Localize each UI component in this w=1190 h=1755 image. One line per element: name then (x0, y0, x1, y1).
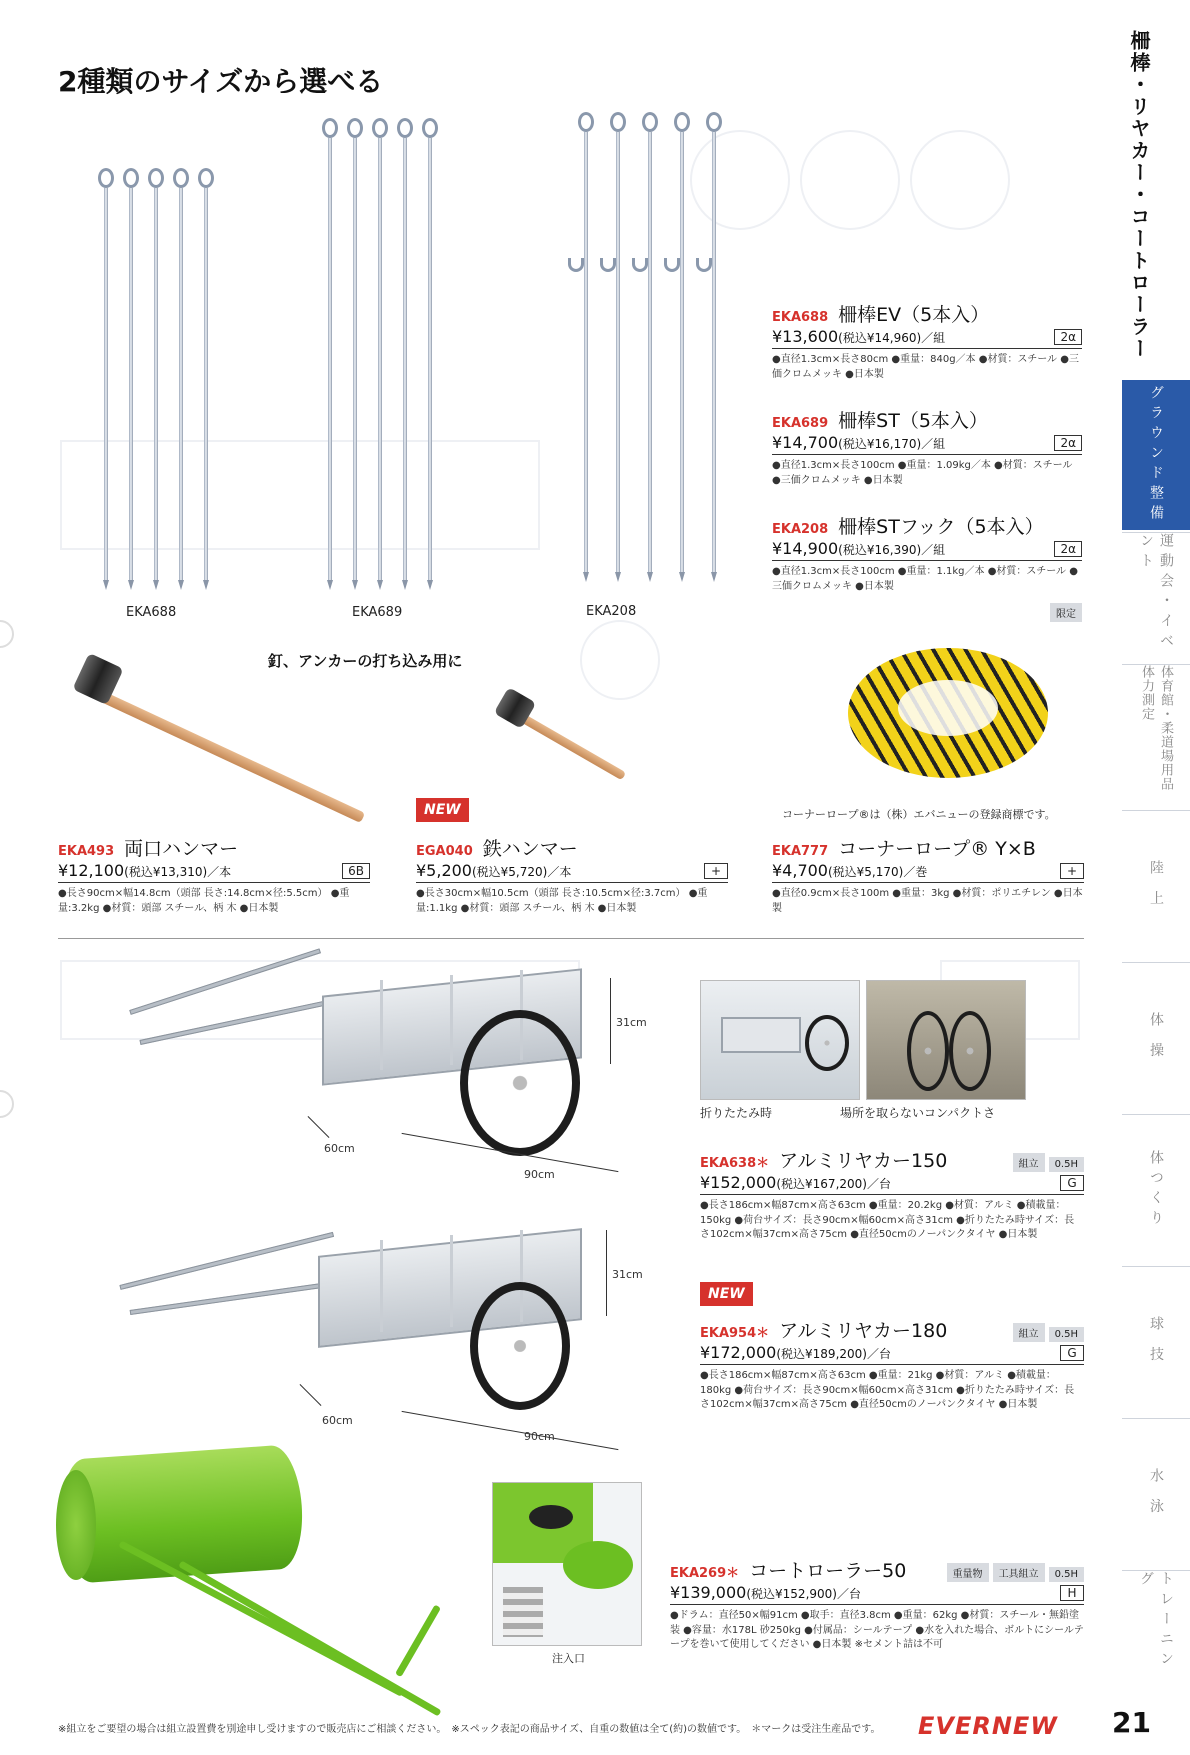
stake-hook (696, 258, 712, 272)
shipping-badge: H (1060, 1585, 1084, 1601)
product-spec: ●長さ186cm×幅87cm×高さ63cm ●重量：21kg ●材質：アルミ ●積載量：180kg ●荷台サイズ：長さ90cm×幅60cm×高さ31cm ●折りたたみ時サイズ：長さ102cm×幅37cm×高さ75cm ●直径50cmのノーパンクタイヤ ●日本製 (700, 1370, 1075, 1410)
height-dimension: 31cm (612, 1268, 643, 1281)
shipping-badge: G (1060, 1345, 1084, 1361)
stake-hook (568, 258, 584, 272)
product-tax: (税込¥167,200)／台 (776, 1177, 891, 1191)
stake-rod (648, 132, 652, 572)
stake-rod (616, 132, 620, 572)
shipping-badge: 2α (1054, 435, 1082, 451)
photo-caption: 注入口 (552, 1652, 585, 1665)
compact-storage-photo (866, 980, 1026, 1100)
width-dimension: 90cm (524, 1168, 555, 1181)
cart-wheel (907, 1011, 949, 1091)
product-price: ¥14,900 (772, 539, 839, 558)
stake-eye (123, 168, 139, 188)
cart-wheel (949, 1011, 991, 1091)
product-name: コーナーロープ® Y×B (838, 838, 1036, 860)
stake-eye (173, 168, 189, 188)
product-code: EKA493 (58, 844, 115, 859)
made-to-order-mark: ＊ (756, 1156, 770, 1171)
folded-cart-photo (700, 980, 860, 1100)
inlet-hole (529, 1505, 573, 1529)
tab-swimming[interactable]: 水 泳 (1122, 1418, 1190, 1568)
stake-rod (680, 132, 684, 572)
tab-athletic-meet[interactable]: 運動会・イベント (1122, 532, 1190, 662)
new-badge: NEW (700, 1282, 753, 1306)
section-title: 柵棒・リヤカー・コートローラー (1127, 30, 1151, 360)
stake-eye (610, 112, 626, 132)
product-tax: (税込¥5,170)／巻 (827, 865, 928, 879)
cart-rib (380, 980, 383, 1070)
product-tax: (税込¥152,900)／台 (746, 1587, 861, 1601)
tool-assembly-chip: 工具組立 (993, 1563, 1045, 1582)
product-eka689 (772, 406, 1082, 488)
roller-handle-bar (178, 1560, 441, 1716)
stake-eye (422, 118, 438, 138)
inlet-photo (492, 1482, 642, 1646)
product-price: ¥139,000 (670, 1583, 747, 1602)
product-price: ¥172,000 (700, 1343, 777, 1362)
shipping-badge: G (1060, 1175, 1084, 1191)
product-name: 柵棒EV（5本入） (838, 304, 990, 326)
stake-rod (403, 138, 407, 580)
ghost-circle (910, 130, 1010, 230)
cart-rib (380, 1240, 383, 1332)
stake-rod (129, 188, 133, 580)
stake-eye (347, 118, 363, 138)
inlet-cap (563, 1541, 633, 1589)
stake-rod (353, 138, 357, 580)
ghost-circle (800, 130, 900, 230)
cart-wheel (805, 1015, 849, 1071)
product-spec: ●ドラム：直径50×幅91cm ●取手：直径3.8cm ●重量：62kg ●材質：スチール・無鉛塗装 ●容量：水178L 砂250kg ●付属品：シールテープ ●水を入れた場合、ボルトにシールテープを巻いて使用してください ●日本製 ※セメント詰は不可 (670, 1610, 1084, 1650)
tab-ground-maintenance[interactable]: グラウンド整備 (1122, 380, 1190, 530)
product-spec: ●長さ90cm×幅14.8cm（頭部 長さ:14.8cm×径:5.5cm） ●重量:3.2kg ●材質：頭部 スチール、柄 木 ●日本製 (58, 888, 350, 914)
stake-hook (664, 258, 680, 272)
rope-core (898, 680, 998, 736)
stake-eye (198, 168, 214, 188)
page-number: 21 (1112, 1706, 1151, 1739)
brand-logo: EVERNEW (918, 1712, 1058, 1740)
stake-caption: EKA689 (352, 605, 403, 620)
made-to-order-mark: ＊ (726, 1566, 740, 1581)
roller-grip (395, 1604, 441, 1677)
tab-body-training[interactable]: 体つくり (1122, 1114, 1190, 1264)
photo-caption: 折りたたみ時 (700, 1106, 773, 1120)
stake-rod (712, 132, 716, 572)
roller-end-cap (56, 1470, 96, 1580)
tab-training[interactable]: トレーニング (1122, 1570, 1190, 1680)
product-code: EKA689 (772, 416, 829, 431)
stake-rod (104, 188, 108, 580)
cart-rib (450, 1235, 453, 1327)
product-price: ¥5,200 (416, 861, 472, 880)
depth-dimension: 60cm (324, 1142, 355, 1155)
depth-dimension: 60cm (322, 1414, 353, 1427)
heavy-chip: 重量物 (947, 1563, 989, 1582)
product-name: アルミリヤカー180 (779, 1320, 948, 1342)
product-code: EKA638 (700, 1156, 757, 1171)
shipping-badge: 2α (1054, 329, 1082, 345)
cart-handle-rail (130, 1281, 339, 1315)
tab-gymnastics[interactable]: 体 操 (1122, 962, 1190, 1112)
limited-tag: 限定 (1050, 603, 1082, 622)
product-price: ¥13,600 (772, 327, 839, 346)
product-name: アルミリヤカー150 (779, 1150, 948, 1172)
product-eka954 (700, 1316, 1084, 1413)
footer-note: ※組立をご要望の場合は組立設置費を別途申し受けますので販売店にご相談ください。 ※スペック表記の商品サイズ、自重の数値は全て(約)の数値です。 ＊マークは受注生産品です。 (58, 1724, 881, 1735)
product-tax: (税込¥16,170)／組 (838, 437, 946, 451)
product-code: EKA777 (772, 844, 829, 859)
product-name: コートローラー50 (749, 1560, 907, 1582)
tab-track[interactable]: 陸 上 (1122, 810, 1190, 960)
dimension-line (606, 1230, 607, 1316)
stake-rod (328, 138, 332, 580)
size-chip: 0.5H (1049, 1567, 1084, 1582)
stake-caption: EKA688 (126, 605, 177, 620)
stake-rod (154, 188, 158, 580)
stake-eye (98, 168, 114, 188)
cart-handle-rail (139, 998, 336, 1044)
section-divider (58, 938, 1084, 939)
product-tax: (税込¥13,310)／本 (124, 865, 232, 879)
product-spec: ●直径1.3cm×長さ100cm ●重量：1.09kg／本 ●材質：スチール ●三価クロムメッキ ●日本製 (772, 460, 1073, 486)
product-eka777 (772, 834, 1084, 916)
shipping-badge: + (1060, 863, 1084, 879)
stake-eye (674, 112, 690, 132)
dimension-line (300, 1384, 322, 1406)
stake-rod (204, 188, 208, 580)
binder-hole (0, 620, 14, 648)
photo-caption: 場所を取らないコンパクトさ (840, 1106, 996, 1120)
product-tax: (税込¥189,200)／台 (776, 1347, 891, 1361)
product-price: ¥12,100 (58, 861, 125, 880)
height-dimension: 31cm (616, 1016, 647, 1029)
tab-gym-judo[interactable]: 体育館・柔道場用品 体力測定 (1122, 664, 1190, 808)
product-eka688 (772, 300, 1082, 382)
product-tax: (税込¥14,960)／組 (838, 331, 946, 345)
stake-rod (378, 138, 382, 580)
stake-caption: EKA208 (586, 604, 637, 619)
assembly-chip: 組立 (1013, 1323, 1045, 1342)
cart-frame (721, 1017, 801, 1053)
product-eka493 (58, 834, 370, 916)
binder-hole (0, 1090, 14, 1118)
cart-handle-rail (119, 1232, 334, 1290)
hammer-handle (98, 691, 365, 824)
product-eka208 (772, 512, 1082, 622)
product-name: 柵棒ST（5本入） (838, 410, 988, 432)
ghost-circle (580, 620, 660, 700)
trademark-note: コーナーロープ®は（株）エバニューの登録商標です。 (782, 808, 1056, 821)
cart-rib (450, 975, 453, 1065)
product-code: EKA269 (670, 1566, 727, 1581)
product-ega040 (416, 834, 728, 916)
stake-rod (428, 138, 432, 580)
product-price: ¥4,700 (772, 861, 828, 880)
stake-eye (372, 118, 388, 138)
new-badge: NEW (416, 798, 469, 822)
product-code: EGA040 (416, 844, 473, 859)
stake-eye (706, 112, 722, 132)
product-code: EKA954 (700, 1326, 757, 1341)
width-dimension: 90cm (524, 1430, 555, 1443)
product-price: ¥14,700 (772, 433, 839, 452)
shipping-badge: 2α (1054, 541, 1082, 557)
stake-eye (642, 112, 658, 132)
product-name: 柵棒STフック（5本入） (838, 516, 1044, 538)
product-eka269 (670, 1556, 1084, 1653)
product-spec: ●直径1.3cm×長さ100cm ●重量：1.1kg／本 ●材質：スチール ●三価クロムメッキ ●日本製 (772, 566, 1078, 592)
stake-rod (584, 132, 588, 572)
made-to-order-mark: ＊ (756, 1326, 770, 1341)
dimension-line (308, 1116, 330, 1138)
bolt-set (503, 1587, 543, 1637)
stake-eye (148, 168, 164, 188)
page-heading: 2種類のサイズから選べる (58, 65, 384, 98)
product-code: EKA208 (772, 522, 829, 537)
dimension-line (610, 978, 611, 1064)
stake-rod (179, 188, 183, 580)
stake-hook (600, 258, 616, 272)
product-price: ¥152,000 (700, 1173, 777, 1192)
assembly-chip: 組立 (1013, 1153, 1045, 1172)
cart-handle-rail (129, 948, 321, 1015)
product-spec: ●長さ30cm×幅10.5cm（頭部 長さ:10.5cm×径:3.7cm） ●重量:1.1kg ●材質：頭部 スチール、柄 木 ●日本製 (416, 888, 708, 914)
stake-hook (632, 258, 648, 272)
product-spec: ●直径0.9cm×長さ100m ●重量：3kg ●材質：ポリエチレン ●日本製 (772, 888, 1083, 914)
shipping-badge: 6B (342, 863, 370, 879)
size-chip: 0.5H (1049, 1157, 1084, 1172)
hammer-handle (518, 713, 626, 781)
product-spec: ●直径1.3cm×長さ80cm ●重量：840g／本 ●材質：スチール ●三価クロムメッキ ●日本製 (772, 354, 1079, 380)
shipping-badge: + (704, 863, 728, 879)
cart-wheel (470, 1282, 570, 1410)
ghost-circle (690, 130, 790, 230)
product-spec: ●長さ186cm×幅87cm×高さ63cm ●重量：20.2kg ●材質：アルミ ●積載量：150kg ●荷台サイズ：長さ90cm×幅60cm×高さ31cm ●折りたたみ時サイズ：長さ102cm×幅37cm×高さ75cm ●直径50cmのノーパンクタイヤ ●日本製 (700, 1200, 1075, 1240)
hammer-caption: 釘、アンカーの打ち込み用に (268, 652, 463, 670)
size-chip: 0.5H (1049, 1327, 1084, 1342)
product-name: 両口ハンマー (124, 838, 239, 860)
stake-eye (397, 118, 413, 138)
cart-wheel (460, 1010, 580, 1156)
product-eka638 (700, 1146, 1084, 1243)
tab-ball-games[interactable]: 球 技 (1122, 1266, 1190, 1416)
stake-eye (578, 112, 594, 132)
product-code: EKA688 (772, 310, 829, 325)
product-tax: (税込¥16,390)／組 (838, 543, 946, 557)
dimension-line (402, 1411, 619, 1450)
stake-eye (322, 118, 338, 138)
product-tax: (税込¥5,720)／本 (471, 865, 572, 879)
product-name: 鉄ハンマー (482, 838, 578, 860)
